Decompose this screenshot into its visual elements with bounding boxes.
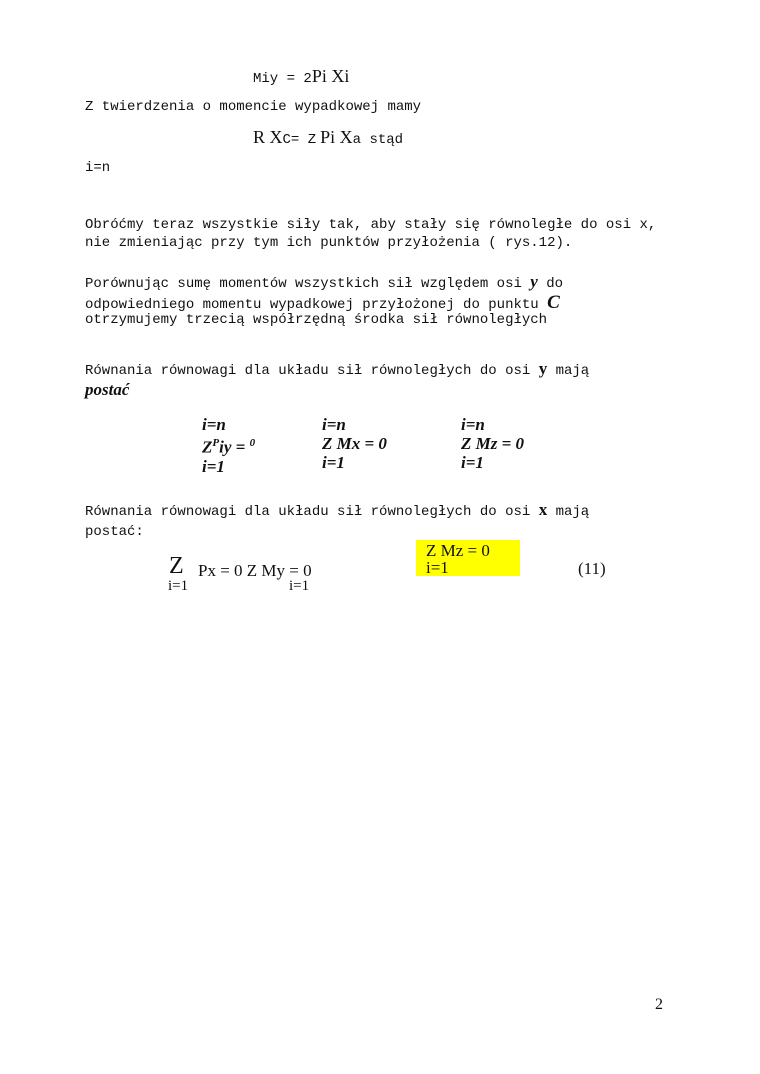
- eq-y1-bot: i=1: [202, 456, 225, 476]
- para4-text-c: mają: [555, 504, 590, 520]
- paragraph-eq-y-line1: [85, 359, 589, 379]
- eq-y1-mid2: iy =: [219, 437, 246, 457]
- paragraph-compare-line2: [85, 292, 560, 314]
- index-line: i=n: [85, 160, 111, 176]
- paragraph-eq-y-line2: postać: [85, 380, 130, 399]
- eq-y1-top: i=n: [202, 415, 226, 434]
- paragraph-eq-x-line2: postać:: [85, 524, 144, 540]
- equation-x-sub1: i=1: [168, 578, 189, 594]
- para4-axis-x: x: [538, 500, 548, 519]
- formula-miy: [253, 66, 349, 87]
- equation-x-main: Px = 0 Z My = 0: [198, 561, 312, 580]
- highlight-eq-sub: i=1: [426, 558, 449, 577]
- equation-number: (11): [578, 559, 606, 578]
- equation-y-sum-mx: [322, 415, 387, 472]
- eq-y1-sup2: 0: [249, 437, 256, 449]
- eq-y3-top: i=n: [461, 415, 485, 434]
- axis-y-symbol: y: [530, 272, 538, 291]
- page-number: 2: [655, 996, 663, 1013]
- equation-y-sum-py: [202, 415, 255, 476]
- para2-text-c: do: [546, 276, 564, 292]
- formula-rxc-r: R X: [253, 127, 283, 147]
- para2-text-l2: odpowiedniego momentu wypadkowej przyłożonej do punktu: [85, 297, 539, 313]
- para4-text-a: Równania równowagi dla układu sił równoległych do osi: [85, 504, 531, 520]
- equation-x-sub2: i=1: [289, 578, 310, 594]
- formula-rxc-pi: Pi X: [320, 127, 353, 147]
- formula-rxc: [253, 127, 403, 148]
- paragraph-compare-line3: otrzymujemy trzecią współrzędną środka sił równoległych: [85, 312, 548, 328]
- formula-rxc-a: a stąd: [352, 132, 404, 148]
- equation-x-z: Z: [169, 553, 184, 579]
- formula-miy-right: Pi Xi: [311, 66, 350, 86]
- highlight-eq-mz: Z Mz = 0: [426, 541, 490, 560]
- eq-y3-bot: i=1: [461, 453, 484, 472]
- para3-text-a: Równania równowagi dla układu sił równoległych do osi: [85, 363, 531, 379]
- eq-y2-mid: Z Mx = 0: [322, 434, 387, 453]
- point-c-symbol: C: [547, 292, 560, 313]
- eq-y2-top: i=n: [322, 415, 346, 434]
- paragraph-rotate-forces: Obróćmy teraz wszystkie siły tak, aby stały się równoległe do osi x, nie zmieniając przy tym ich punktów przyłożenia ( rys.12).: [85, 217, 657, 251]
- paragraph-eq-x-line1: [85, 500, 589, 520]
- para2-text-a: Porównując sumę momentów wszystkich sił względem osi: [85, 276, 522, 292]
- eq-y2-bot: i=1: [322, 453, 345, 472]
- eq-y1-sup: P: [212, 437, 220, 449]
- eq-y1-z: Z: [202, 437, 213, 457]
- formula-miy-left: Miy = 2: [253, 71, 312, 87]
- paragraph-compare-line1: [85, 272, 563, 292]
- theorem-line: Z twierdzenia o momencie wypadkowej mamy: [85, 99, 422, 115]
- eq-y1-mid: [202, 434, 255, 457]
- para3-axis-y: y: [538, 359, 548, 378]
- para3-text-c: mają: [555, 363, 590, 379]
- formula-rxc-ceq: C= Z: [282, 132, 317, 148]
- equation-y-sum-mz: [461, 415, 524, 472]
- eq-y3-mid: Z Mz = 0: [461, 434, 525, 453]
